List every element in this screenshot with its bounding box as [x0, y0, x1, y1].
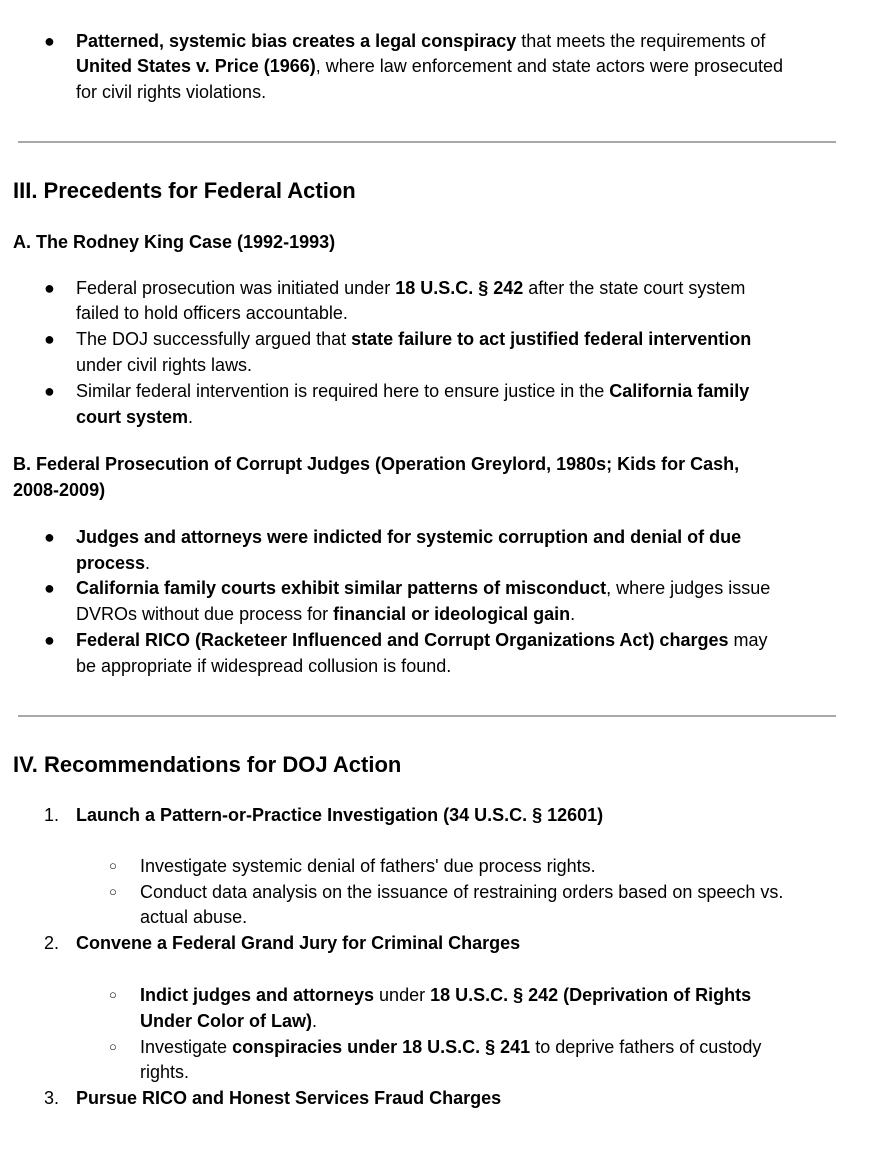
sub-list-item-text — [140, 1034, 761, 1060]
list-item-text — [76, 378, 749, 404]
horizontal-rule — [18, 715, 836, 717]
list-item-text: failed to hold officers accountable. — [76, 303, 348, 323]
bold-text: Under Color of Law) — [140, 1011, 312, 1031]
bold-text: 18 U.S.C. § 242 (Deprivation of Rights — [430, 985, 752, 1005]
text: that meets the requirements of — [516, 31, 766, 51]
bold-text: California family courts exhibit similar patterns of misconduct — [76, 578, 607, 598]
circle-bullet-icon: ○ — [109, 858, 117, 873]
bullet-icon: ● — [44, 278, 55, 298]
section-heading: III. Precedents for Federal Action — [13, 178, 356, 203]
subsection-heading: 2008-2009) — [13, 480, 106, 500]
list-item-text — [76, 575, 770, 601]
bold-text: California family — [609, 381, 750, 401]
text: Similar federal intervention is required here to ensure justice in the — [76, 381, 610, 401]
list-item-text — [76, 601, 575, 627]
bold-text: Patterned, systemic bias creates a legal conspiracy — [76, 31, 517, 51]
text: after the state court system — [523, 278, 746, 298]
item-number: 2. — [44, 933, 60, 953]
bold-text: 18 U.S.C. § 242 — [395, 278, 524, 298]
list-item-text — [76, 275, 745, 301]
list-item-text — [76, 550, 150, 576]
item-number: 3. — [44, 1088, 60, 1108]
text: under — [374, 985, 431, 1005]
list-item-text — [76, 28, 765, 54]
bold-text: conspiracies under 18 U.S.C. § 241 — [232, 1037, 531, 1057]
bullet-icon: ● — [44, 381, 55, 401]
section-heading: IV. Recommendations for DOJ Action — [13, 752, 402, 777]
list-item-text — [76, 404, 193, 430]
sub-list-item-text: Conduct data analysis on the issuance of restraining orders based on speech vs. — [140, 882, 784, 902]
bold-text: process — [76, 553, 146, 573]
text: . — [312, 1011, 318, 1031]
sub-list-item-text: actual abuse. — [140, 907, 248, 927]
bold-text: state failure to act justified federal intervention — [351, 329, 752, 349]
subsection-heading: A. The Rodney King Case (1992-1993) — [13, 232, 336, 252]
bullet-icon: ● — [44, 527, 55, 547]
sub-list-item-text: rights. — [140, 1062, 190, 1082]
text: The DOJ successfully argued that — [76, 329, 352, 349]
circle-bullet-icon: ○ — [109, 1039, 117, 1054]
bullet-icon: ● — [44, 329, 55, 349]
text: . — [570, 604, 576, 624]
sub-list-item-text — [140, 982, 751, 1008]
list-item-text: under civil rights laws. — [76, 355, 253, 375]
text: Federal prosecution was initiated under — [76, 278, 396, 298]
bold-text: Federal RICO (Racketeer Influenced and Corrupt Organizations Act) charges — [76, 630, 729, 650]
bullet-icon: ● — [44, 578, 55, 598]
bullet-icon: ● — [44, 31, 55, 51]
numbered-item-label: Convene a Federal Grand Jury for Criminal Charges — [76, 933, 521, 953]
horizontal-rule — [18, 141, 836, 143]
sub-list-item-text: Investigate systemic denial of fathers' due process rights. — [140, 856, 596, 876]
text: . — [188, 407, 194, 427]
text: . — [145, 553, 151, 573]
text: , where judges issue — [606, 578, 771, 598]
text: may — [728, 630, 768, 650]
list-item-text: be appropriate if widespread collusion is found. — [76, 656, 452, 676]
circle-bullet-icon: ○ — [109, 884, 117, 899]
list-item-text: Judges and attorneys were indicted for systemic corruption and denial of due — [76, 527, 742, 547]
bold-text: United States v. Price (1966) — [76, 56, 316, 76]
bold-text: Indict judges and attorneys — [140, 985, 375, 1005]
text: Investigate — [140, 1037, 233, 1057]
list-item-text — [76, 627, 768, 653]
sub-list-item-text — [140, 1008, 317, 1034]
text: , where law enforcement and state actors were prosecuted — [315, 56, 784, 76]
text: DVROs without due process for — [76, 604, 334, 624]
item-number: 1. — [44, 805, 60, 825]
numbered-item-label: Launch a Pattern-or-Practice Investigation (34 U.S.C. § 12601) — [76, 805, 604, 825]
list-item-text — [76, 53, 783, 79]
bold-text: financial or ideological gain — [333, 604, 571, 624]
subsection-heading: B. Federal Prosecution of Corrupt Judges (Operation Greylord, 1980s; Kids for Cash, — [13, 454, 740, 474]
circle-bullet-icon: ○ — [109, 987, 117, 1002]
bold-text: court system — [76, 407, 189, 427]
numbered-item-label: Pursue RICO and Honest Services Fraud Charges — [76, 1088, 502, 1108]
bullet-icon: ● — [44, 630, 55, 650]
list-item-text: for civil rights violations. — [76, 82, 267, 102]
list-item-text — [76, 326, 751, 352]
text: to deprive fathers of custody — [530, 1037, 762, 1057]
